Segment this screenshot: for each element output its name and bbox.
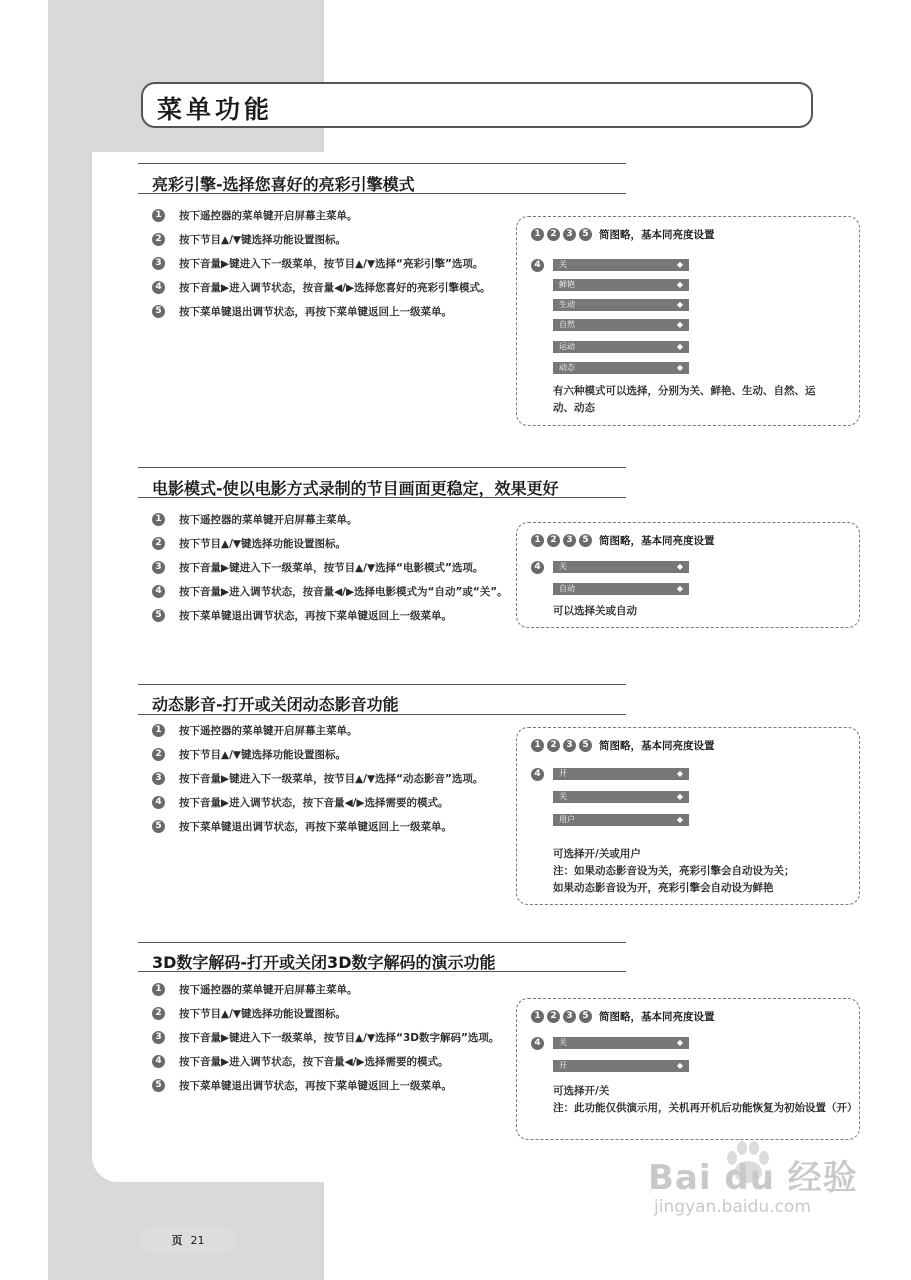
- step-item: [152, 1054, 508, 1070]
- step-number-icon: 3: [152, 772, 165, 785]
- watermark-url: jingyan.baidu.com: [654, 1197, 811, 1217]
- step-number-icon: 3: [563, 739, 576, 752]
- step-number-icon: 4: [531, 561, 544, 574]
- panel-note: 可选择开/关或用户 注：如果动态影音设为关，亮彩引擎会自动设为关； 如果动态影音设为开，亮彩引擎会自动设为鲜艳: [553, 848, 795, 894]
- menu-option-bar: 关 ◆: [553, 1037, 689, 1049]
- step-item: [152, 819, 508, 835]
- panel-note: 可选择开/关 注：此功能仅供演示用，关机再开机后功能恢复为初始设置（开）: [553, 1085, 858, 1114]
- menu-option-bar: 自然 ◆: [553, 319, 689, 331]
- step-number-icon: 3: [152, 257, 165, 270]
- step-text: 按下遥控器的菜单键开启屏幕主菜单。: [179, 984, 358, 996]
- step-text: 按下音量▶进入调节状态，按下音量◀/▶选择需要的模式。: [179, 797, 449, 809]
- menu-option-bar: 运动 ◆: [553, 341, 689, 353]
- step-number-icon: 5: [579, 534, 592, 547]
- step-number-icon: 1: [531, 534, 544, 547]
- step-number-icon: 5: [579, 228, 592, 241]
- step-number-icon: 3: [563, 228, 576, 241]
- step-text: 按下遥控器的菜单键开启屏幕主菜单。: [179, 514, 358, 526]
- page-number: 21: [190, 1233, 205, 1247]
- panel-header-text: 简图略，基本同亮度设置: [599, 740, 715, 752]
- step-text: 按下音量▶进入调节状态，按音量◀/▶选择电影模式为“自动”或“关”。: [179, 586, 508, 598]
- step-number-icon: 2: [152, 233, 165, 246]
- step-list: [152, 512, 508, 632]
- page-number-badge: [140, 1226, 236, 1254]
- step-item: [152, 208, 508, 224]
- panel-header: [531, 1009, 715, 1024]
- step-text: 按下菜单键退出调节状态，再按下菜单键返回上一级菜单。: [179, 306, 452, 318]
- menu-option-bar: 关 ◆: [553, 259, 689, 271]
- step-number-icon: 5: [579, 1010, 592, 1023]
- step-number-icon: 1: [152, 983, 165, 996]
- step-item: [152, 280, 508, 296]
- step-item: [152, 1078, 508, 1094]
- panel-header: [531, 533, 715, 548]
- step-text: 按下节目▲/▼键选择功能设置图标。: [179, 234, 346, 246]
- step-text: 按下菜单键退出调节状态，再按下菜单键返回上一级菜单。: [179, 821, 452, 833]
- step-number-icon: 2: [152, 1007, 165, 1020]
- menu-option-bar: 动态 ◆: [553, 362, 689, 374]
- panel-note: 可以选择关或自动: [553, 605, 637, 617]
- step-text: 按下节目▲/▼键选择功能设置图标。: [179, 538, 346, 550]
- step-number-icon: 3: [152, 1031, 165, 1044]
- step-text: 按下音量▶键进入下一级菜单，按节目▲/▼选择“动态影音”选项。: [179, 773, 484, 785]
- step-item: [152, 1030, 508, 1046]
- step-item: [152, 560, 508, 576]
- step-item: [152, 608, 508, 624]
- step-number-icon: 4: [152, 585, 165, 598]
- step-item: [152, 304, 508, 320]
- step-item: [152, 536, 508, 552]
- section-title-3d-decoding: 3D数字解码-打开或关闭3D数字解码的演示功能: [152, 953, 496, 972]
- section-rule-top: [138, 163, 626, 164]
- step-number-icon: 3: [563, 1010, 576, 1023]
- step-number-icon: 2: [547, 739, 560, 752]
- step-number-icon: 1: [531, 739, 544, 752]
- section-title-brightness-engine: 亮彩引擎-选择您喜好的亮彩引擎模式: [152, 175, 415, 194]
- step-item: [152, 232, 508, 248]
- step-item: [152, 256, 508, 272]
- step-item: [152, 1006, 508, 1022]
- step-number-icon: 4: [531, 768, 544, 781]
- step-text: 按下菜单键退出调节状态，再按下菜单键返回上一级菜单。: [179, 610, 452, 622]
- menu-option-bar: 自动 ◆: [553, 583, 689, 595]
- panel-header: [531, 738, 715, 753]
- section-rule-top: [138, 684, 626, 685]
- step-list: [152, 982, 508, 1102]
- page-label: 页: [171, 1234, 183, 1247]
- menu-option-bar: 关 ◆: [553, 791, 689, 803]
- step-item: [152, 795, 508, 811]
- section-rule: [138, 971, 626, 972]
- step-number-icon: 2: [152, 748, 165, 761]
- step-number-icon: 4: [531, 1037, 544, 1050]
- step-number-icon: 1: [531, 228, 544, 241]
- step-list: [152, 208, 508, 328]
- step-text: 按下音量▶进入调节状态，按音量◀/▶选择您喜好的亮彩引擎模式。: [179, 282, 491, 294]
- step-number-icon: 4: [152, 281, 165, 294]
- step-text: 按下遥控器的菜单键开启屏幕主菜单。: [179, 725, 358, 737]
- panel-header-text: 简图略，基本同亮度设置: [599, 1011, 715, 1023]
- step-number-icon: 2: [152, 537, 165, 550]
- step-number-icon: 2: [547, 228, 560, 241]
- step-text: 按下节目▲/▼键选择功能设置图标。: [179, 749, 346, 761]
- step-number-icon: 2: [547, 534, 560, 547]
- step-number-icon: 3: [563, 534, 576, 547]
- menu-illustration-panel: [516, 216, 860, 426]
- watermark: [648, 1150, 858, 1217]
- step-number-icon: 5: [579, 739, 592, 752]
- step-text: 按下音量▶键进入下一级菜单，按节目▲/▼选择“亮彩引擎”选项。: [179, 258, 484, 270]
- menu-option-bar: 用户 ◆: [553, 814, 689, 826]
- step-number-icon: 5: [152, 609, 165, 622]
- page-title-box: [141, 82, 813, 128]
- step-number-icon: 5: [152, 820, 165, 833]
- step-number-icon: 3: [152, 561, 165, 574]
- step-number-icon: 4: [152, 1055, 165, 1068]
- step-number-icon: 2: [547, 1010, 560, 1023]
- panel-header-text: 简图略，基本同亮度设置: [599, 229, 715, 241]
- menu-illustration-panel: [516, 727, 860, 905]
- menu-option-bar: 鲜艳 ◆: [553, 279, 689, 291]
- section-title-dynamic-audio: 动态影音-打开或关闭动态影音功能: [152, 695, 399, 714]
- step-item: [152, 723, 508, 739]
- panel-header: [531, 227, 715, 242]
- step-number-icon: 5: [152, 305, 165, 318]
- section-rule: [138, 714, 626, 715]
- step-number-icon: 1: [531, 1010, 544, 1023]
- page-title: 菜单功能: [157, 95, 274, 124]
- step-number-icon: 1: [152, 513, 165, 526]
- step-number-icon: 1: [152, 209, 165, 222]
- step-number-icon: 4: [152, 796, 165, 809]
- menu-illustration-panel: [516, 522, 860, 628]
- menu-option-bar: 开 ◆: [553, 1060, 689, 1072]
- step-item: [152, 982, 508, 998]
- panel-note: 有六种模式可以选择，分别为关、鲜艳、生动、自然、运动、动态: [553, 385, 816, 414]
- step-item: [152, 747, 508, 763]
- step-number-icon: 1: [152, 724, 165, 737]
- section-rule-top: [138, 942, 626, 943]
- section-rule-top: [138, 467, 626, 468]
- step-number-icon: 5: [152, 1079, 165, 1092]
- step-item: [152, 512, 508, 528]
- step-text: 按下音量▶键进入下一级菜单，按节目▲/▼选择“电影模式”选项。: [179, 562, 484, 574]
- step-list: [152, 723, 508, 843]
- step-item: [152, 584, 508, 600]
- step-item: [152, 771, 508, 787]
- step-text: 按下遥控器的菜单键开启屏幕主菜单。: [179, 210, 358, 222]
- menu-illustration-panel: [516, 998, 860, 1140]
- section-title-movie-mode: 电影模式-使以电影方式录制的节目画面更稳定，效果更好: [152, 479, 559, 498]
- menu-option-bar: 关 ◆: [553, 561, 689, 573]
- step-text: 按下菜单键退出调节状态，再按下菜单键返回上一级菜单。: [179, 1080, 452, 1092]
- section-rule: [138, 497, 626, 498]
- watermark-logo: Bai du 经验: [648, 1158, 858, 1198]
- menu-option-bar: 开 ◆: [553, 768, 689, 780]
- step-text: 按下节目▲/▼键选择功能设置图标。: [179, 1008, 346, 1020]
- panel-header-text: 简图略，基本同亮度设置: [599, 535, 715, 547]
- menu-option-bar: 生动 ◆: [553, 299, 689, 311]
- step-text: 按下音量▶键进入下一级菜单，按节目▲/▼选择“3D数字解码”选项。: [179, 1032, 500, 1044]
- section-rule: [138, 193, 626, 194]
- step-text: 按下音量▶进入调节状态，按下音量◀/▶选择需要的模式。: [179, 1056, 449, 1068]
- step-number-icon: 4: [531, 259, 544, 272]
